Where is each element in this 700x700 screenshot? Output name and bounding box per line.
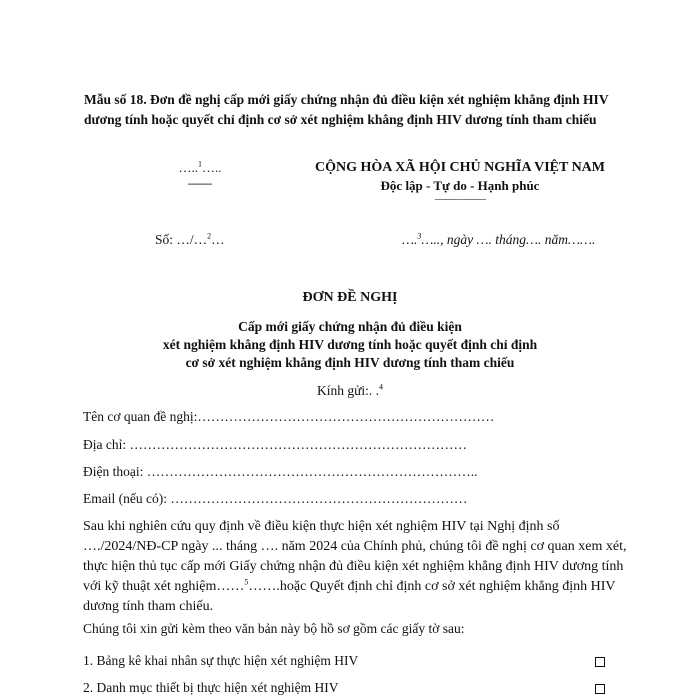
subtitle-line: cơ sở xét nghiệm khẳng định HIV dương tính tham chiếu: [185, 355, 515, 370]
attachments-intro: Chúng tôi xin gửi kèm theo văn bản này bộ hồ sơ gồm các giấy tờ sau:: [83, 621, 465, 636]
national-title: CỘNG HÒA XÃ HỘI CHỦ NGHĨA VIỆT NAM: [314, 160, 605, 175]
field-phone: Điện thoại: ………………………………………………………………..: [83, 464, 478, 479]
document-date: ….$^3$….., ngày …. tháng…. năm…….: [402, 231, 596, 247]
subtitle-line: xét nghiệm khẳng định HIV dương tính hoặc quyết định chỉ định: [162, 337, 538, 352]
recipient-line: Kính gửi:. .$^4$: [316, 382, 384, 398]
footnote-2: 2: [207, 231, 212, 241]
attachment-item: 1. Bảng kê khai nhân sự thực hiện xét nghiệm HIV: [83, 653, 359, 668]
form-title: Mẫu số 18. Đơn đề nghị cấp mới giấy chứng nhận đủ điều kiện xét nghiệm khẳng định HIV dương tính hoặc quyết chỉ định cơ sở xét nghiệm khẳng định HIV dương tính tham chiếu: [84, 92, 609, 127]
attachment-checkbox[interactable]: [595, 684, 605, 694]
footnote-3: 3: [417, 231, 422, 241]
field-address: Địa chỉ: …………………………………………………………………: [83, 437, 467, 452]
agency-underline: ––––: [188, 176, 212, 190]
subtitle-line: Cấp mới giấy chứng nhận đủ điều kiện: [238, 319, 462, 334]
document-number: Số: …/…$^2$…: [155, 231, 225, 247]
national-motto: Độc lập - Tự do - Hạnh phúc: [380, 178, 540, 193]
agency-placeholder: …..$^1$…..: [178, 159, 222, 175]
subtitle: [0, 318, 700, 372]
body-paragraph: Sau khi nghiên cứu quy định về điều kiện thực hiện xét nghiệm HIV tại Nghị định số …./2024/NĐ-CP ngày ... tháng …. năm 2024 của Chính phủ, chúng tôi đề nghị cơ quan xem xét, thực hiện thủ tục cấp mới Giấy chứng nhận đủ điều kiện xét nghiệm khẳng định HIV dương tính với kỹ thuật xét nghiệm……$^5$…….hoặc Quyết định chỉ định cơ sở xét nghiệm khẳng định HIV dương tính tham chiếu.: [83, 519, 627, 614]
footnote-4: 4: [379, 382, 384, 392]
footnote-5: 5: [244, 577, 249, 587]
field-agency-name: Tên cơ quan đề nghị:…………………………………………………………: [83, 409, 495, 424]
field-email: Email (nếu có): …………………………………………………………: [83, 491, 468, 506]
footnote-1: 1: [198, 159, 202, 169]
attachment-checkbox[interactable]: [595, 657, 605, 667]
attachment-item: 2. Danh mục thiết bị thực hiện xét nghiệm HIV: [83, 680, 339, 695]
motto-underline: —————: [435, 193, 485, 205]
document-heading: ĐƠN ĐỀ NGHỊ: [302, 290, 398, 305]
